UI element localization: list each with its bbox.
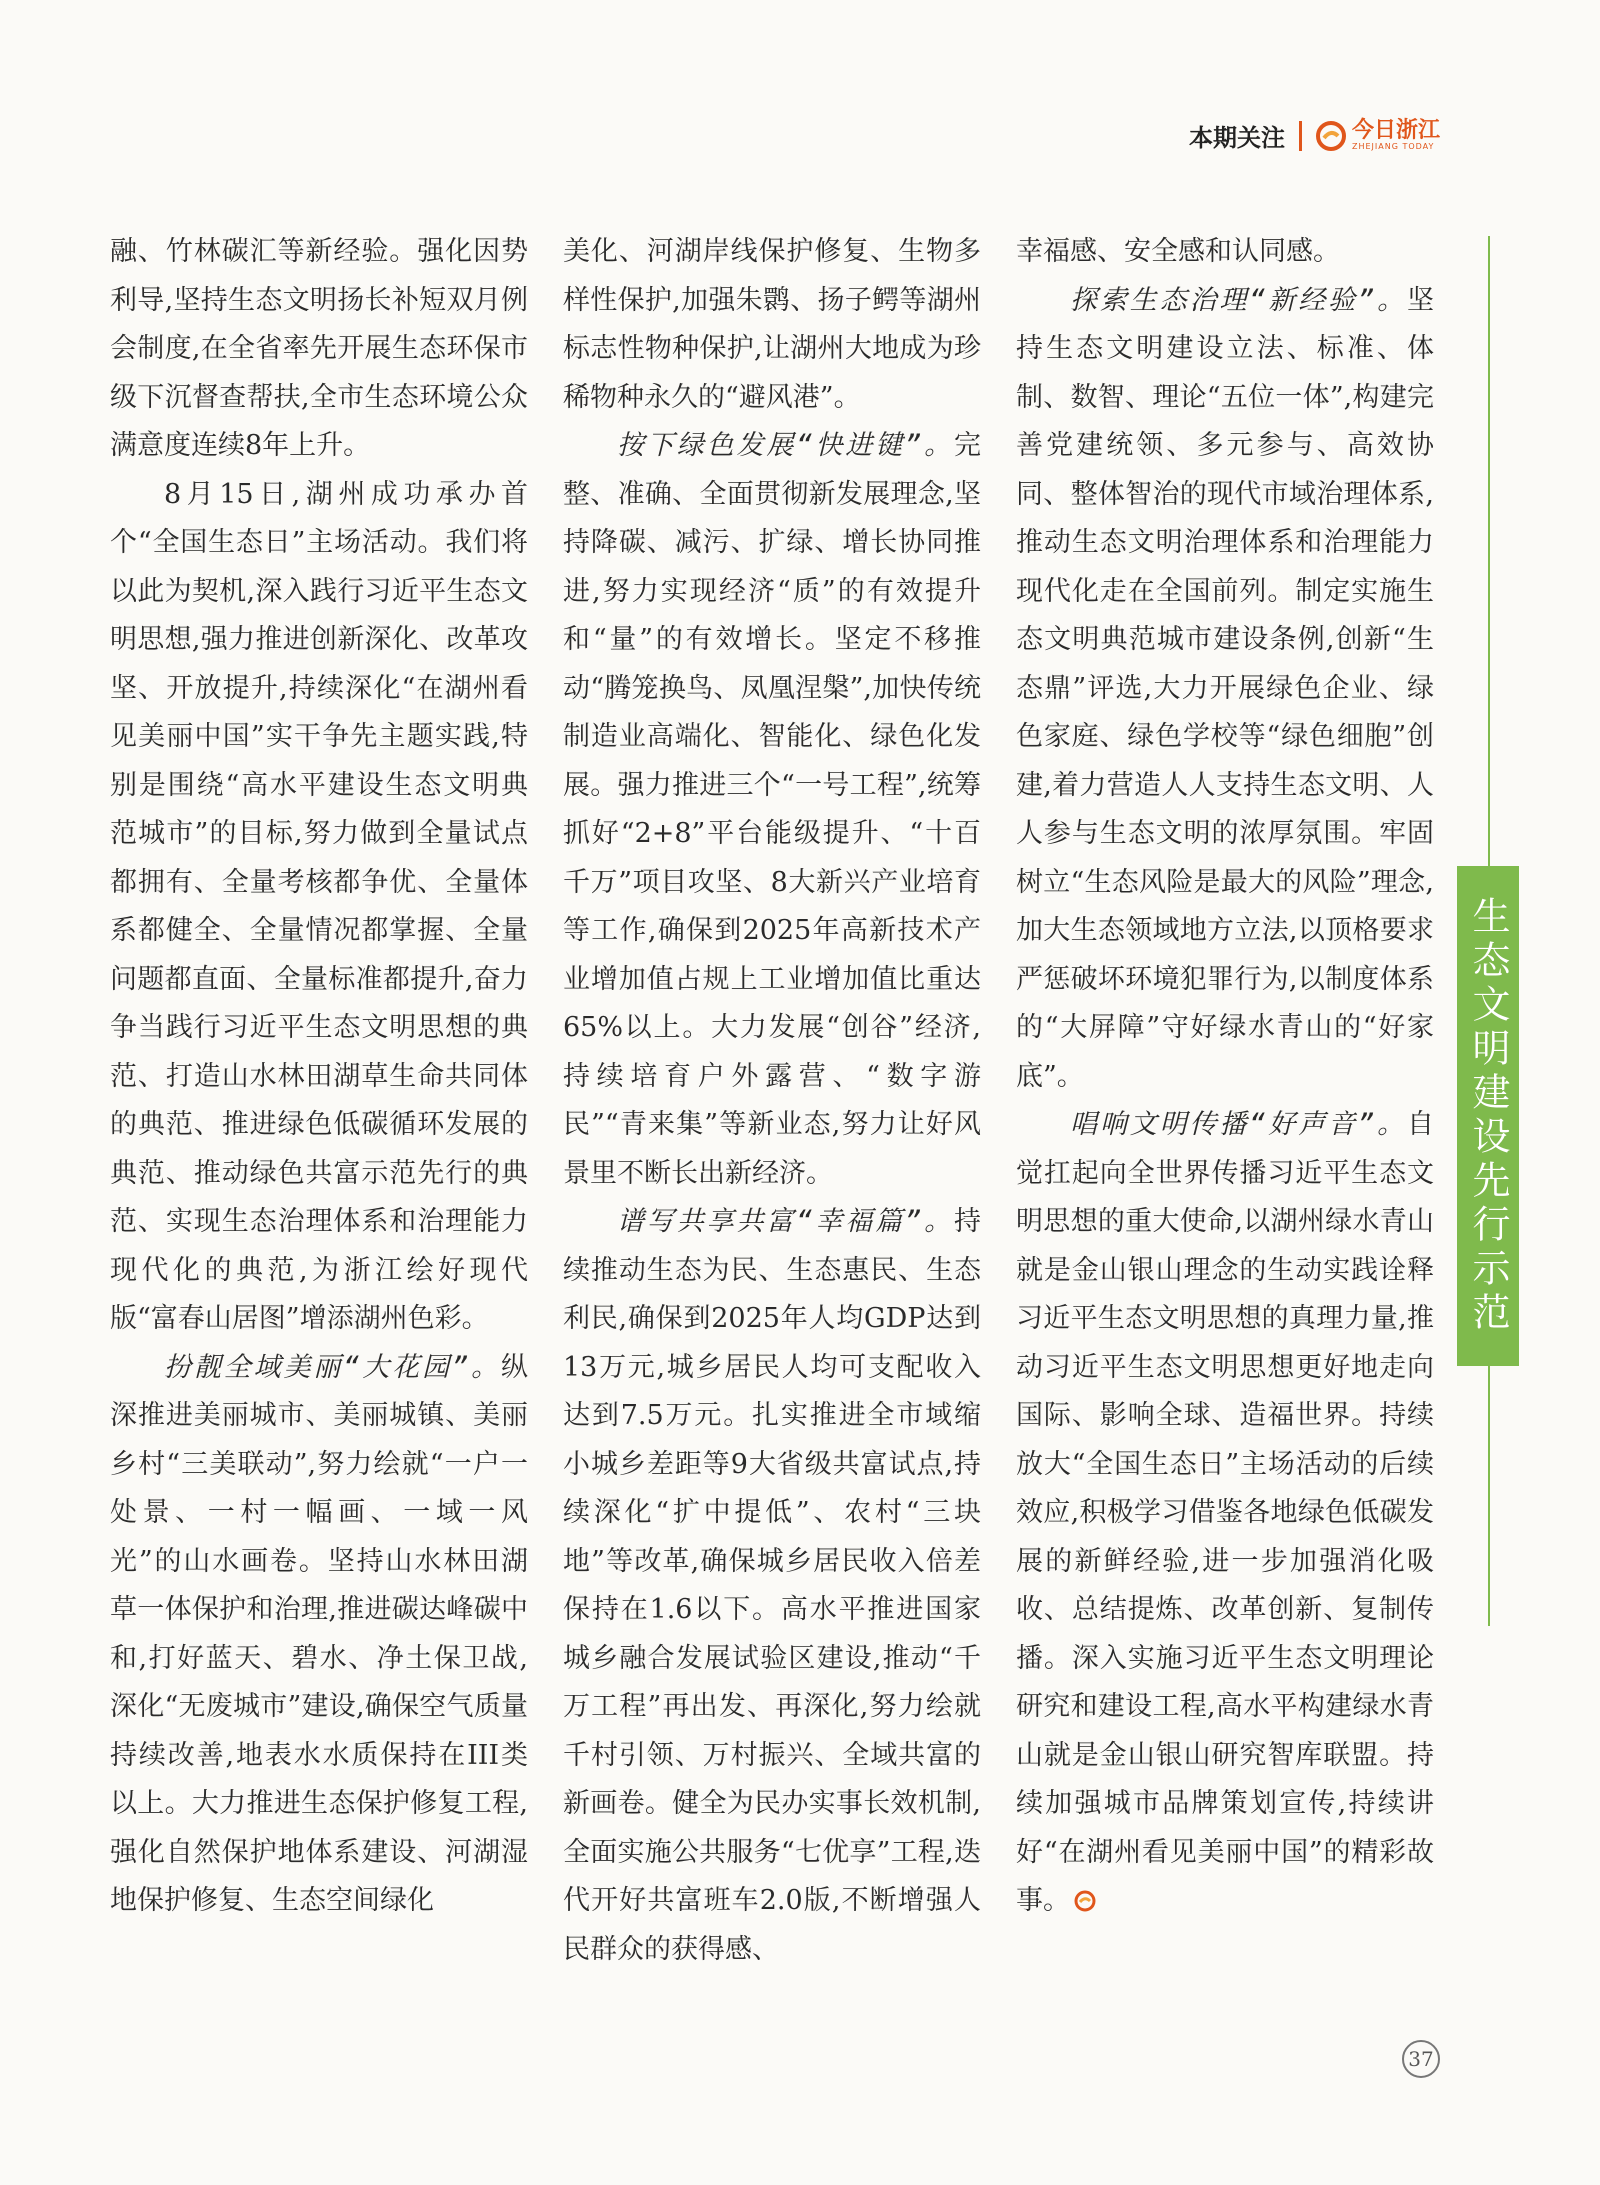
paragraph-body: 持续推动生态为民、生态惠民、生态利民,确保到2025年人均GDP达到13万元,城乡居民人均可支配收入达到7.5万元。扎实推进全市域缩小城乡差距等9大省级共富试点,持续深化“扩中提低”、农村“三块地”等改革,确保城乡居民收入倍差保持在1.6以下。高水平推进国家城乡融合发展试验区建设,推动“千万工程”再出发、再深化,努力绘就千村引领、万村振兴、全域共富的新画卷。健全为民办实事长效机制,全面实施公共服务“七优享”工程,迭代开好共富班车2.0版,不断增强人民群众的获得感、 [563,1206,981,1965]
paragraph-lead: 谱写共享共富“幸福篇”。 [617,1206,954,1237]
paragraph-body: 纵深推进美丽城市、美丽城镇、美丽乡村“三美联动”,努力绘就“一户一处景、一村一幅画、一域一风光”的山水画卷。坚持山水林田湖草一体保护和治理,推进碳达峰碳中和,打好蓝天、碧水、净土保卫战,深化“无废城市”建设,确保空气质量持续改善,地表水水质保持在III类以上。大力推进生态保护修复工程,强化自然保护地体系建设、河湖湿地保护修复、生态空间绿化 [110,1351,528,1916]
section-label: 本期关注 [1188,124,1285,152]
paragraph-body: 完整、准确、全面贯彻新发展理念,坚持降碳、减污、扩绿、增长协同推进,努力实现经济“质”的有效提升和“量”的有效增长。坚定不移推动“腾笼换鸟、凤凰涅槃”,加快传统制造业高端化、智能化、绿色化发展。强力推进三个“一号工程”,统筹抓好“2+8”平台能级提升、“十百千万”项目攻坚、8大新兴产业培育等工作,确保到2025年高新技术产业增加值占规上工业增加值比重达65%以上。大力发展“创谷”经济,持续培育户外露营、“数字游民”“青来集”等新业态,努力让好风景里不断长出新经济。 [563,430,981,1189]
paragraph-body: 坚持生态文明建设立法、标准、体制、数智、理论“五位一体”,构建完善党建统领、多元参与、高效协同、整体智治的现代市域治理体系,推动生态文明治理体系和治理能力现代化走在全国前列。制定实施生态文明典范城市建设条例,创新“生态鼎”评选,大力开展绿色企业、绿色家庭、绿色学校等“绿色细胞”创建,着力营造人人支持生态文明、人人参与生态文明的浓厚氛围。牢固树立“生态风险是最大的风险”理念,加大生态领域地方立法,以顶格要求严惩破坏环境犯罪行为,以制度体系的“大屏障”守好绿水青山的“好家底”。 [1016,284,1434,1092]
paragraph-lead: 探索生态治理“新经验”。 [1070,284,1407,316]
text-column-3 [1016,228,1434,1926]
paragraph: 美化、河湖岸线保护修复、生物多样性保护,加强朱鹮、扬子鳄等湖州标志性物种保护,让湖州大地成为珍稀物种永久的“避风港”。 [563,236,981,413]
paragraph [1016,277,1434,1102]
end-mark-icon [1074,1890,1096,1912]
paragraph-lead: 唱响文明传播“好声音”。 [1070,1109,1407,1140]
paragraph [563,1198,981,1974]
page-number: 37 [1402,2040,1440,2078]
text-column-1 [110,228,528,1926]
paragraph: 幸福感、安全感和认同感。 [1016,236,1340,267]
paragraph [1016,1101,1434,1926]
paragraph-lead: 扮靓全域美丽“大花园”。 [164,1351,501,1383]
side-tab-label: 生态文明建设先行示范 [1466,896,1510,1336]
page-header [1189,118,1440,153]
paragraph [563,422,981,1198]
header-divider [1299,121,1302,151]
paragraph [110,1344,528,1926]
paragraph-lead: 按下绿色发展“快进键”。 [617,430,954,461]
brand-name: 今日浙江 [1351,118,1440,143]
paragraph-body: 自觉扛起向全世界传播习近平生态文明思想的重大使命,以湖州绿水青山就是金山银山理念的生动实践诠释习近平生态文明思想的真理力量,推动习近平生态文明思想更好地走向国际、影响全球、造福世界。持续放大“全国生态日”主场活动的后续效应,积极学习借鉴各地绿色低碳发展的新鲜经验,进一步加强消化吸收、总结提炼、改革创新、复制传播。深入实施习近平生态文明理论研究和建设工程,高水平构建绿水青山就是金山银山研究智库联盟。持续加强城市品牌策划宣传,持续讲好“在湖州看见美丽中国”的精彩故事。 [1016,1109,1434,1916]
paragraph: 8月15日,湖州成功承办首个“全国生态日”主场活动。我们将以此为契机,深入践行习近平生态文明思想,强力推进创新深化、改革攻坚、开放提升,持续深化“在湖州看见美丽中国”实干争先主题实践,特别是围绕“高水平建设生态文明典范城市”的目标,努力做到全量试点都拥有、全量考核都争优、全量体系都健全、全量情况都掌握、全量问题都直面、全量标准都提升,奋力争当践行习近平生态文明思想的典范、打造山水林田湖草生命共同体的典范、推进绿色低碳循环发展的典范、推动绿色共富示范先行的典范、实现生态治理体系和治理能力现代化的典范,为浙江绘好现代版“富春山居图”增添湖州色彩。 [110,478,528,1334]
side-tab [1457,866,1519,1366]
text-column-2 [563,228,981,1974]
brand-logo [1316,120,1440,151]
swirl-logo-icon [1316,121,1346,151]
brand-name-en: ZHEJIANG TODAY [1351,142,1435,151]
paragraph: 融、竹林碳汇等新经验。强化因势利导,坚持生态文明扬长补短双月例会制度,在全省率先开展生态环保市级下沉督查帮扶,全市生态环境公众满意度连续8年上升。 [110,236,528,461]
